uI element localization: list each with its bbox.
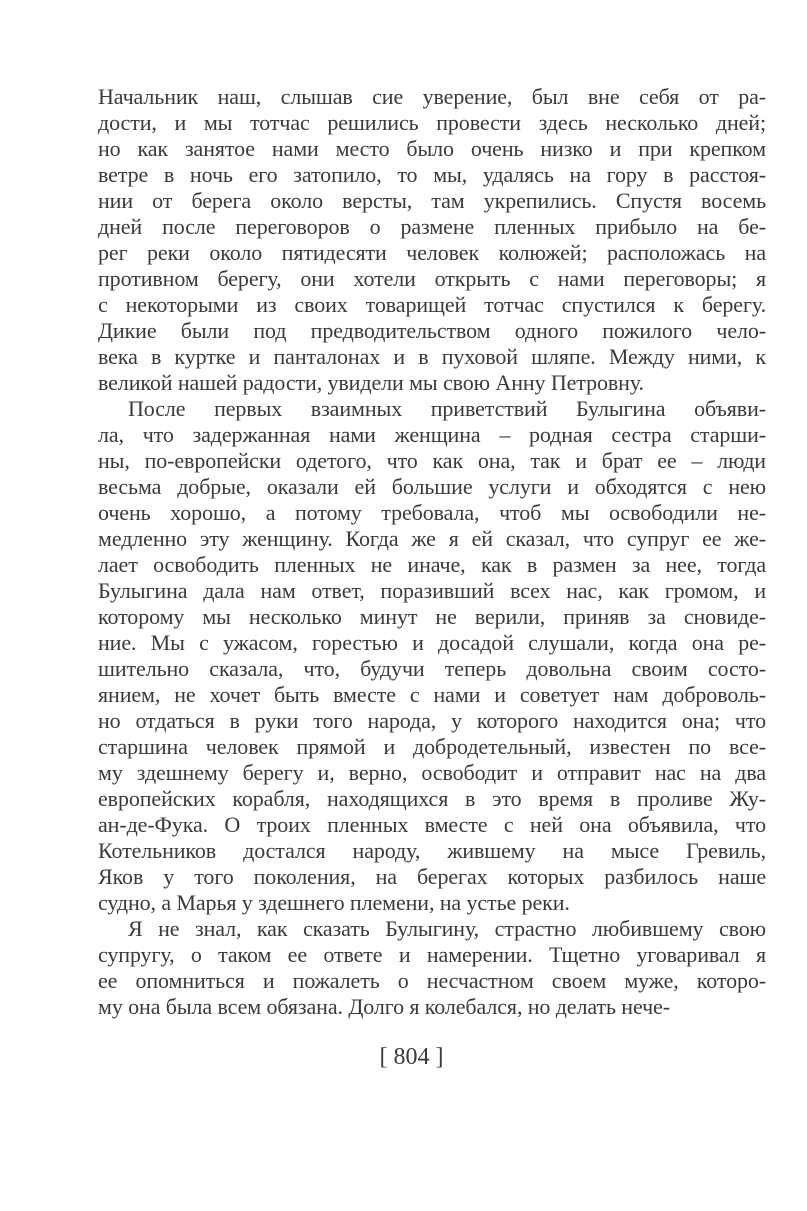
page-body-text — [98, 84, 766, 1020]
text-line: Я не знал, как сказать Булыгину, страстно любившему свою — [128, 916, 766, 941]
paragraph — [98, 916, 766, 1020]
text-line: нии от берега около версты, там укрепились. Спустя восемь — [98, 188, 766, 213]
text-line: но как занятое нами место было очень низко и при крепком — [98, 136, 766, 161]
text-line: ее опомниться и пожалеть о несчастном своем муже, которо- — [98, 968, 766, 993]
text-line: дости, и мы тотчас решились провести здесь несколько дней; — [98, 110, 766, 135]
paragraph — [98, 396, 766, 916]
text-line: Котельников достался народу, жившему на мысе Гревиль, — [98, 838, 766, 863]
text-line: весьма добрые, оказали ей большие услуги и обходятся с нею — [98, 474, 766, 499]
text-line: лает освободить пленных не иначе, как в размен за нее, тогда — [98, 552, 766, 577]
text-line: но отдаться в руки того народа, у которого находится она; что — [98, 708, 766, 733]
text-line: ны, по-европейски одетого, что как она, так и брат ее – люди — [98, 448, 766, 473]
text-line: рег реки около пятидесяти человек колюжей; расположась на — [98, 240, 766, 265]
text-line: ветре в ночь его затопило, то мы, удалясь на гору в расстоя- — [98, 162, 766, 187]
text-line: великой нашей радости, увидели мы свою Анну Петровну. — [98, 370, 644, 395]
text-line: янием, не хочет быть вместе с нами и советует нам доброволь- — [98, 682, 766, 707]
text-line: супругу, о таком ее ответе и намерении. Тщетно уговаривал я — [98, 942, 766, 967]
text-line: му здешнему берегу и, верно, освободит и отправит нас на два — [98, 760, 766, 785]
text-line: Дикие были под предводительством одного пожилого чело- — [98, 318, 766, 343]
text-line: шительно сказала, что, будучи теперь довольна своим состо- — [98, 656, 766, 681]
text-line: Яков у того поколения, на берегах которых разбилось наше — [98, 864, 766, 889]
page-number: [ 804 ] — [379, 1044, 444, 1070]
text-line: века в куртке и панталонах и в пуховой шляпе. Между ними, к — [98, 344, 766, 369]
text-line: старшина человек прямой и добродетельный, известен по все- — [98, 734, 766, 759]
text-line: судно, а Марья у здешнего племени, на устье реки. — [98, 890, 570, 915]
text-line: которому мы несколько минут не верили, приняв за сновиде- — [98, 604, 766, 629]
paragraph — [98, 84, 766, 396]
text-line: ан-де-Фука. О троих пленных вместе с ней она объявила, что — [98, 812, 766, 837]
text-line: му она была всем обязана. Долго я колебался, но делать нече- — [98, 994, 670, 1019]
text-line: ние. Мы с ужасом, горестью и досадой слушали, когда она ре- — [98, 630, 766, 655]
text-line: дней после переговоров о размене пленных прибыло на бе- — [98, 214, 766, 239]
text-line: с некоторыми из своих товарищей тотчас спустился к берегу. — [98, 292, 766, 317]
text-line: Начальник наш, слышав сие уверение, был вне себя от ра- — [98, 84, 766, 109]
text-line: противном берегу, они хотели открыть с нами переговоры; я — [98, 266, 766, 291]
text-line: европейских корабля, находящихся в это время в проливе Жу- — [98, 786, 766, 811]
text-line: ла, что задержанная нами женщина – родная сестра старши- — [98, 422, 766, 447]
text-line: медленно эту женщину. Когда же я ей сказал, что супруг ее же- — [98, 526, 766, 551]
text-line: После первых взаимных приветствий Булыгина объяви- — [128, 396, 766, 421]
text-line: очень хорошо, а потому требовала, чтоб мы освободили не- — [98, 500, 766, 525]
text-line: Булыгина дала нам ответ, поразивший всех нас, как громом, и — [98, 578, 766, 603]
